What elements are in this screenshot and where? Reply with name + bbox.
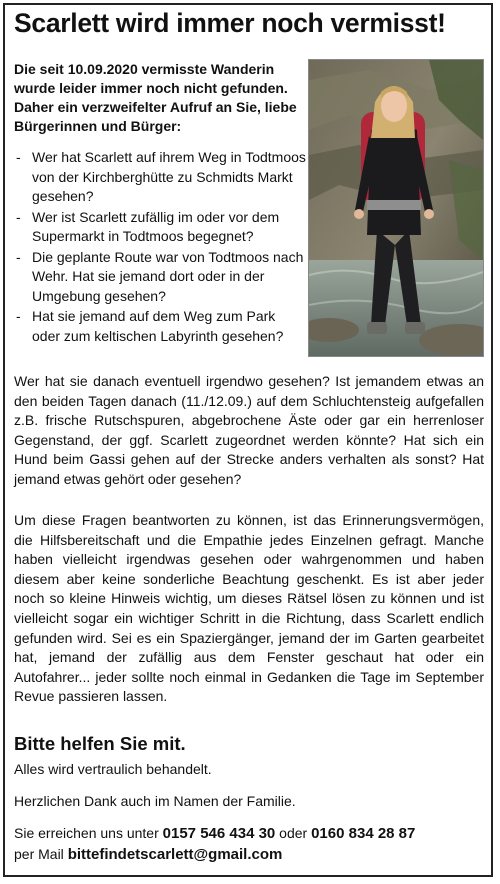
thanks-note: Herzlichen Dank auch im Namen der Familie.	[14, 793, 296, 809]
question-item: - Wer hat Scarlett auf ihrem Weg in Todtmoos von der Kirchberghütte zu Schmidts Markt gesehen?	[14, 148, 306, 207]
question-item: - Die geplante Route war von Todtmoos nach Wehr. Hat sie jemand dort oder in der Umgebung gesehen?	[14, 248, 306, 307]
contact-phone-line	[14, 823, 484, 844]
paragraph-appeal: Um diese Fragen beantworten zu können, ist das Erinnerungsvermögen, die Hilfsbereitschaft und die Empathie jedes Einzelnen gefragt. Manche haben vielleicht irgendwas gesehen oder wahrgenommen und haben diesem aber keine sonderliche Beachtung geschenkt. Es ist aber jeder noch so kleine Hinweis wichtig, um dieses Rätsel lösen zu können und ist vielleicht sogar ein wichtiger Schritt in die Richtung, dass Scarlett endlich gefunden wird. Sei es ein Spaziergänger, jemand der im Garten gearbeitet hat, jemand der zufällig aus dem Fenster geschaut hat oder ein Autofahrer... jeder sollte noch einmal in Gedanken die Tage im September Revue passieren lassen.	[14, 512, 484, 705]
contact-prefix: Sie erreichen uns unter	[14, 825, 159, 841]
phone-number-2[interactable]: 0160 834 28 87	[311, 825, 416, 842]
question-item: - Wer ist Scarlett zufällig im oder vor dem Supermarkt in Todtmoos begegnet?	[14, 208, 306, 247]
intro-text	[14, 60, 304, 136]
intro-paragraph: Die seit 10.09.2020 vermisste Wanderin wurde leider immer noch nicht gefunden. Daher ein verzweifelter Aufruf an Sie, liebe Bürgerinnen und Bürger:	[14, 61, 297, 134]
confidential-note: Alles wird vertraulich behandelt.	[14, 761, 212, 777]
question-item: - Hat sie jemand auf dem Weg zum Park oder zum keltischen Labyrinth gesehen?	[14, 307, 306, 346]
contact-joiner: oder	[279, 825, 308, 841]
notice-title: Scarlett wird immer noch vermisst!	[14, 8, 446, 38]
mail-prefix: per Mail	[14, 846, 64, 862]
question-list	[14, 148, 306, 347]
missing-person-photo	[308, 59, 484, 357]
paragraph-questions: Wer hat sie danach eventuell irgendwo gesehen? Ist jemandem etwas an den beiden Tagen danach (11./12.09.) auf dem Schluchtensteig aufgefallen z.B. frische Rutschspuren, abgebrochene Äste oder gar ein herrenloser Gegenstand, der ggf. Scarlett zugeordnet werden könnte? Hat sich ein Hund beim Gassi gehen auf der Strecke anders verhalten als sonst? Hat jemand etwas gehört oder gesehen?	[14, 373, 484, 487]
contact-mail-line	[14, 844, 484, 865]
help-heading: Bitte helfen Sie mit.	[14, 733, 186, 754]
phone-number-1[interactable]: 0157 546 434 30	[162, 825, 276, 842]
email-address[interactable]: bittefindetscarlett@gmail.com	[67, 846, 283, 863]
hiker-photo-illustration	[309, 60, 483, 356]
